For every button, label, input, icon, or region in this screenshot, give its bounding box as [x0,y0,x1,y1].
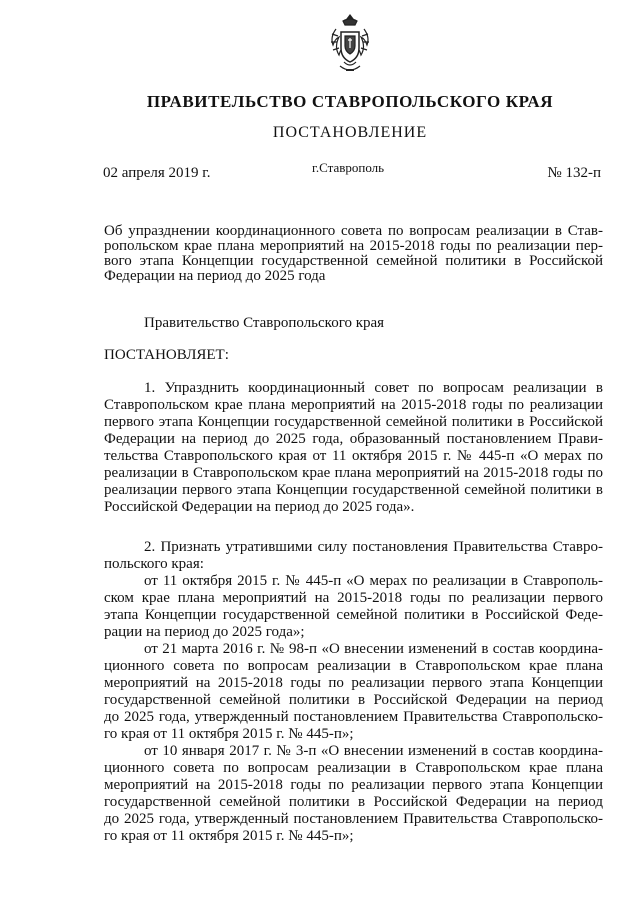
body-line: польского края: [104,556,204,572]
body-paragraph [104,573,603,641]
document-body [104,380,603,845]
document-title [104,224,603,284]
title-line: Об упразднении координационного совета по вопросам реализации в Став- [104,223,603,239]
body-line: го края от 11 октября 2015 г. № 445-п»; [104,828,354,844]
body-paragraph [104,539,603,573]
preamble-government: Правительство Ставропольского края [144,315,385,331]
body-line: государственной семейной политики в Российской Федерации на период [104,794,603,810]
document-number: № 132-п [547,165,601,181]
body-line: 2. Признать утратившими силу постановления Правительства Ставро- [144,539,603,555]
body-line: Российской Федерации на период до 2025 года». [104,499,415,515]
body-line: мероприятий на 2015-2018 годы по реализации первого этапа Концепции [104,675,603,691]
body-line: от 21 марта 2016 г. № 98-п «О внесении изменений в состав координа- [144,641,603,657]
body-line: ционного совета по вопросам реализации в Ставропольском крае плана [104,760,603,776]
document-type: ПОСТАНОВЛЕНИЕ [272,124,428,141]
preamble-decrees: ПОСТАНОВЛЯЕТ: [104,347,229,363]
body-line: Ставропольском крае плана мероприятий на 2015-2018 годы по реализации [104,397,603,413]
document-city: г.Ставрополь [312,160,385,175]
body-line: Федерации на период до 2025 года, образованный постановлением Прави- [104,431,603,447]
body-line: тельства Ставропольского края от 11 октября 2015 г. № 445-п «О мерах по [104,448,603,464]
body-line: первого этапа Концепции государственной семейной политики в Российской [104,414,603,430]
body-line: рации на период до 2025 года»; [104,624,305,640]
organization-name: ПРАВИТЕЛЬСТВО СТАВРОПОЛЬСКОГО КРАЯ [146,92,554,111]
body-line: этапа Концепции государственной семейной политики в Российской Феде- [104,607,603,623]
coat-of-arms-icon [326,12,374,76]
body-line: от 11 октября 2015 г. № 445-п «О мерах по реализации в Ставрополь- [144,573,603,589]
body-line: реализации первого этапа Концепции государственной семейной политики в [104,482,603,498]
title-line: вого этапа Концепции государственной семейной политики в Российской [104,253,603,269]
body-line: до 2025 года, утвержденный постановлением Правительства Ставропольско- [104,709,603,725]
body-line: го края от 11 октября 2015 г. № 445-п»; [104,726,354,742]
body-line: ском крае плана мероприятий на 2015-2018 годы по реализации первого [104,590,603,606]
body-line: государственной семейной политики в Российской Федерации на период [104,692,603,708]
body-line: реализации в Ставропольском крае плана мероприятий на 2015-2018 годы по [104,465,603,481]
body-line: мероприятий на 2015-2018 годы по реализации первого этапа Концепции [104,777,603,793]
body-paragraph [104,743,603,845]
body-line: от 10 января 2017 г. № 3-п «О внесении изменений в состав координа- [144,743,603,759]
body-line: 1. Упразднить координационный совет по вопросам реализации в [144,380,603,396]
body-paragraph [104,380,603,516]
title-line: Федерации на период до 2025 года [104,268,326,284]
document-date: 02 апреля 2019 г. [103,165,211,181]
body-line: ционного совета по вопросам реализации в Ставропольском крае плана [104,658,603,674]
body-line: до 2025 года, утвержденный постановлением Правительства Ставропольско- [104,811,603,827]
body-paragraph [104,641,603,743]
title-line: ропольском крае плана мероприятий на 2015-2018 годы по реализации пер- [104,238,603,254]
